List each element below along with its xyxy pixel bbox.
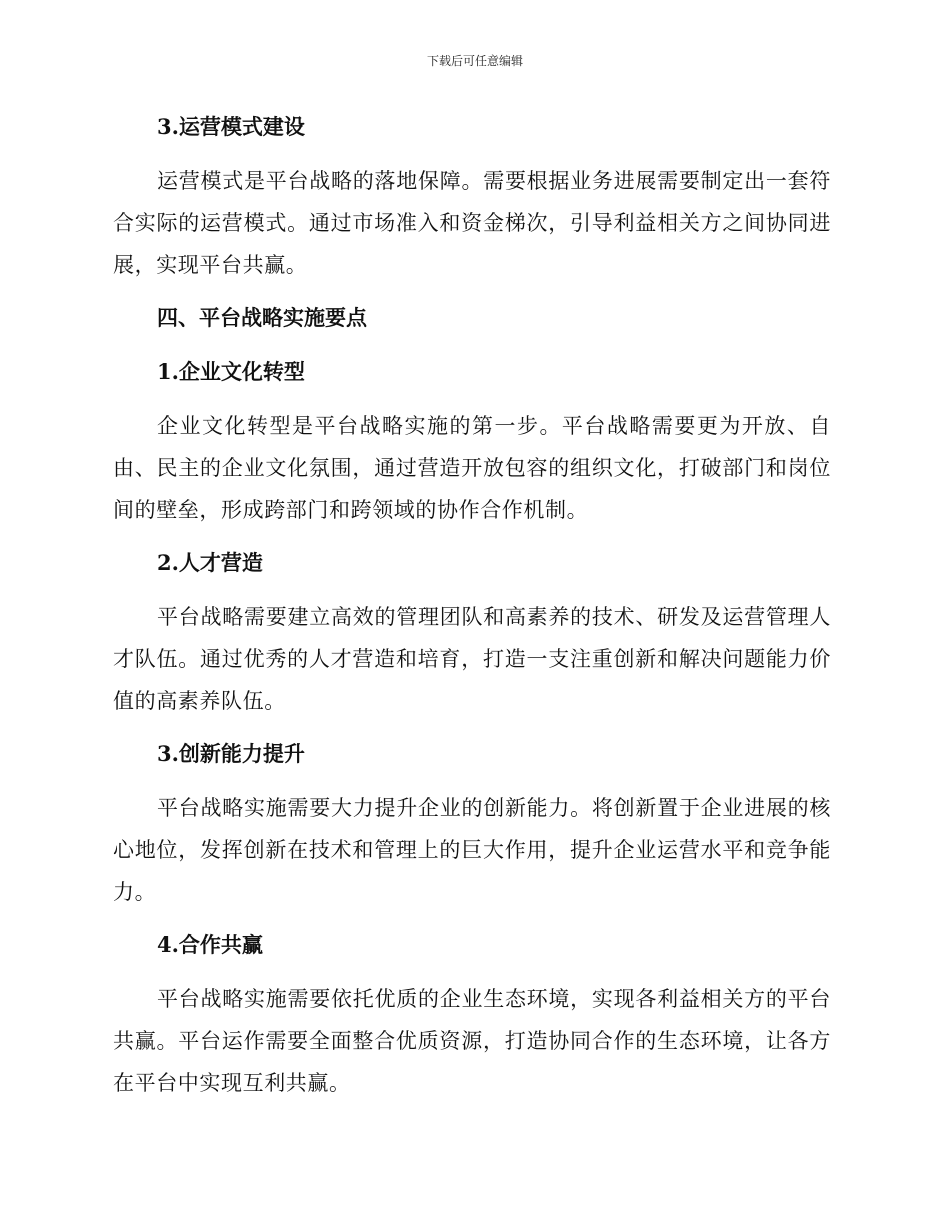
paragraph-cooperation: 平台战略实施需要依托优质的企业生态环境，实现各利益相关方的平台共赢。平台运作需要全面整合优质资源，打造协同合作的生态环境，让各方在平台中实现互利共赢。 bbox=[113, 987, 831, 1095]
section-heading-innovation: 3.创新能力提升 bbox=[157, 741, 305, 766]
paragraph-talent: 平台战略需要建立高效的管理团队和高素养的技术、研发及运营管理人才队伍。通过优秀的人才营造和培育，打造一支注重创新和解决问题能力价值的高素养队伍。 bbox=[113, 605, 831, 713]
section-heading-culture: 1.企业文化转型 bbox=[157, 359, 305, 384]
section-heading-cooperation: 4.合作共赢 bbox=[157, 932, 263, 957]
paragraph-culture: 企业文化转型是平台战略实施的第一步。平台战略需要更为开放、自由、民主的企业文化氛围，通过营造开放包容的组织文化，打破部门和岗位间的壁垒，形成跨部门和跨领域的协作合作机制。 bbox=[113, 414, 831, 522]
page-header-note: 下载后可任意编辑 bbox=[426, 54, 523, 68]
paragraph-innovation: 平台战略实施需要大力提升企业的创新能力。将创新置于企业进展的核心地位，发挥创新在技术和管理上的巨大作用，提升企业运营水平和竞争能力。 bbox=[113, 796, 831, 904]
section-heading-operation-model: 3.运营模式建设 bbox=[157, 114, 305, 139]
chapter-heading-key-points: 四、平台战略实施要点 bbox=[157, 305, 367, 330]
section-heading-talent: 2.人才营造 bbox=[157, 550, 263, 575]
document-body bbox=[113, 106, 831, 1104]
paragraph-operation-model: 运营模式是平台战略的落地保障。需要根据业务进展需要制定出一套符合实际的运营模式。通过市场准入和资金梯次，引导利益相关方之间协同进展，实现平台共赢。 bbox=[113, 169, 831, 277]
